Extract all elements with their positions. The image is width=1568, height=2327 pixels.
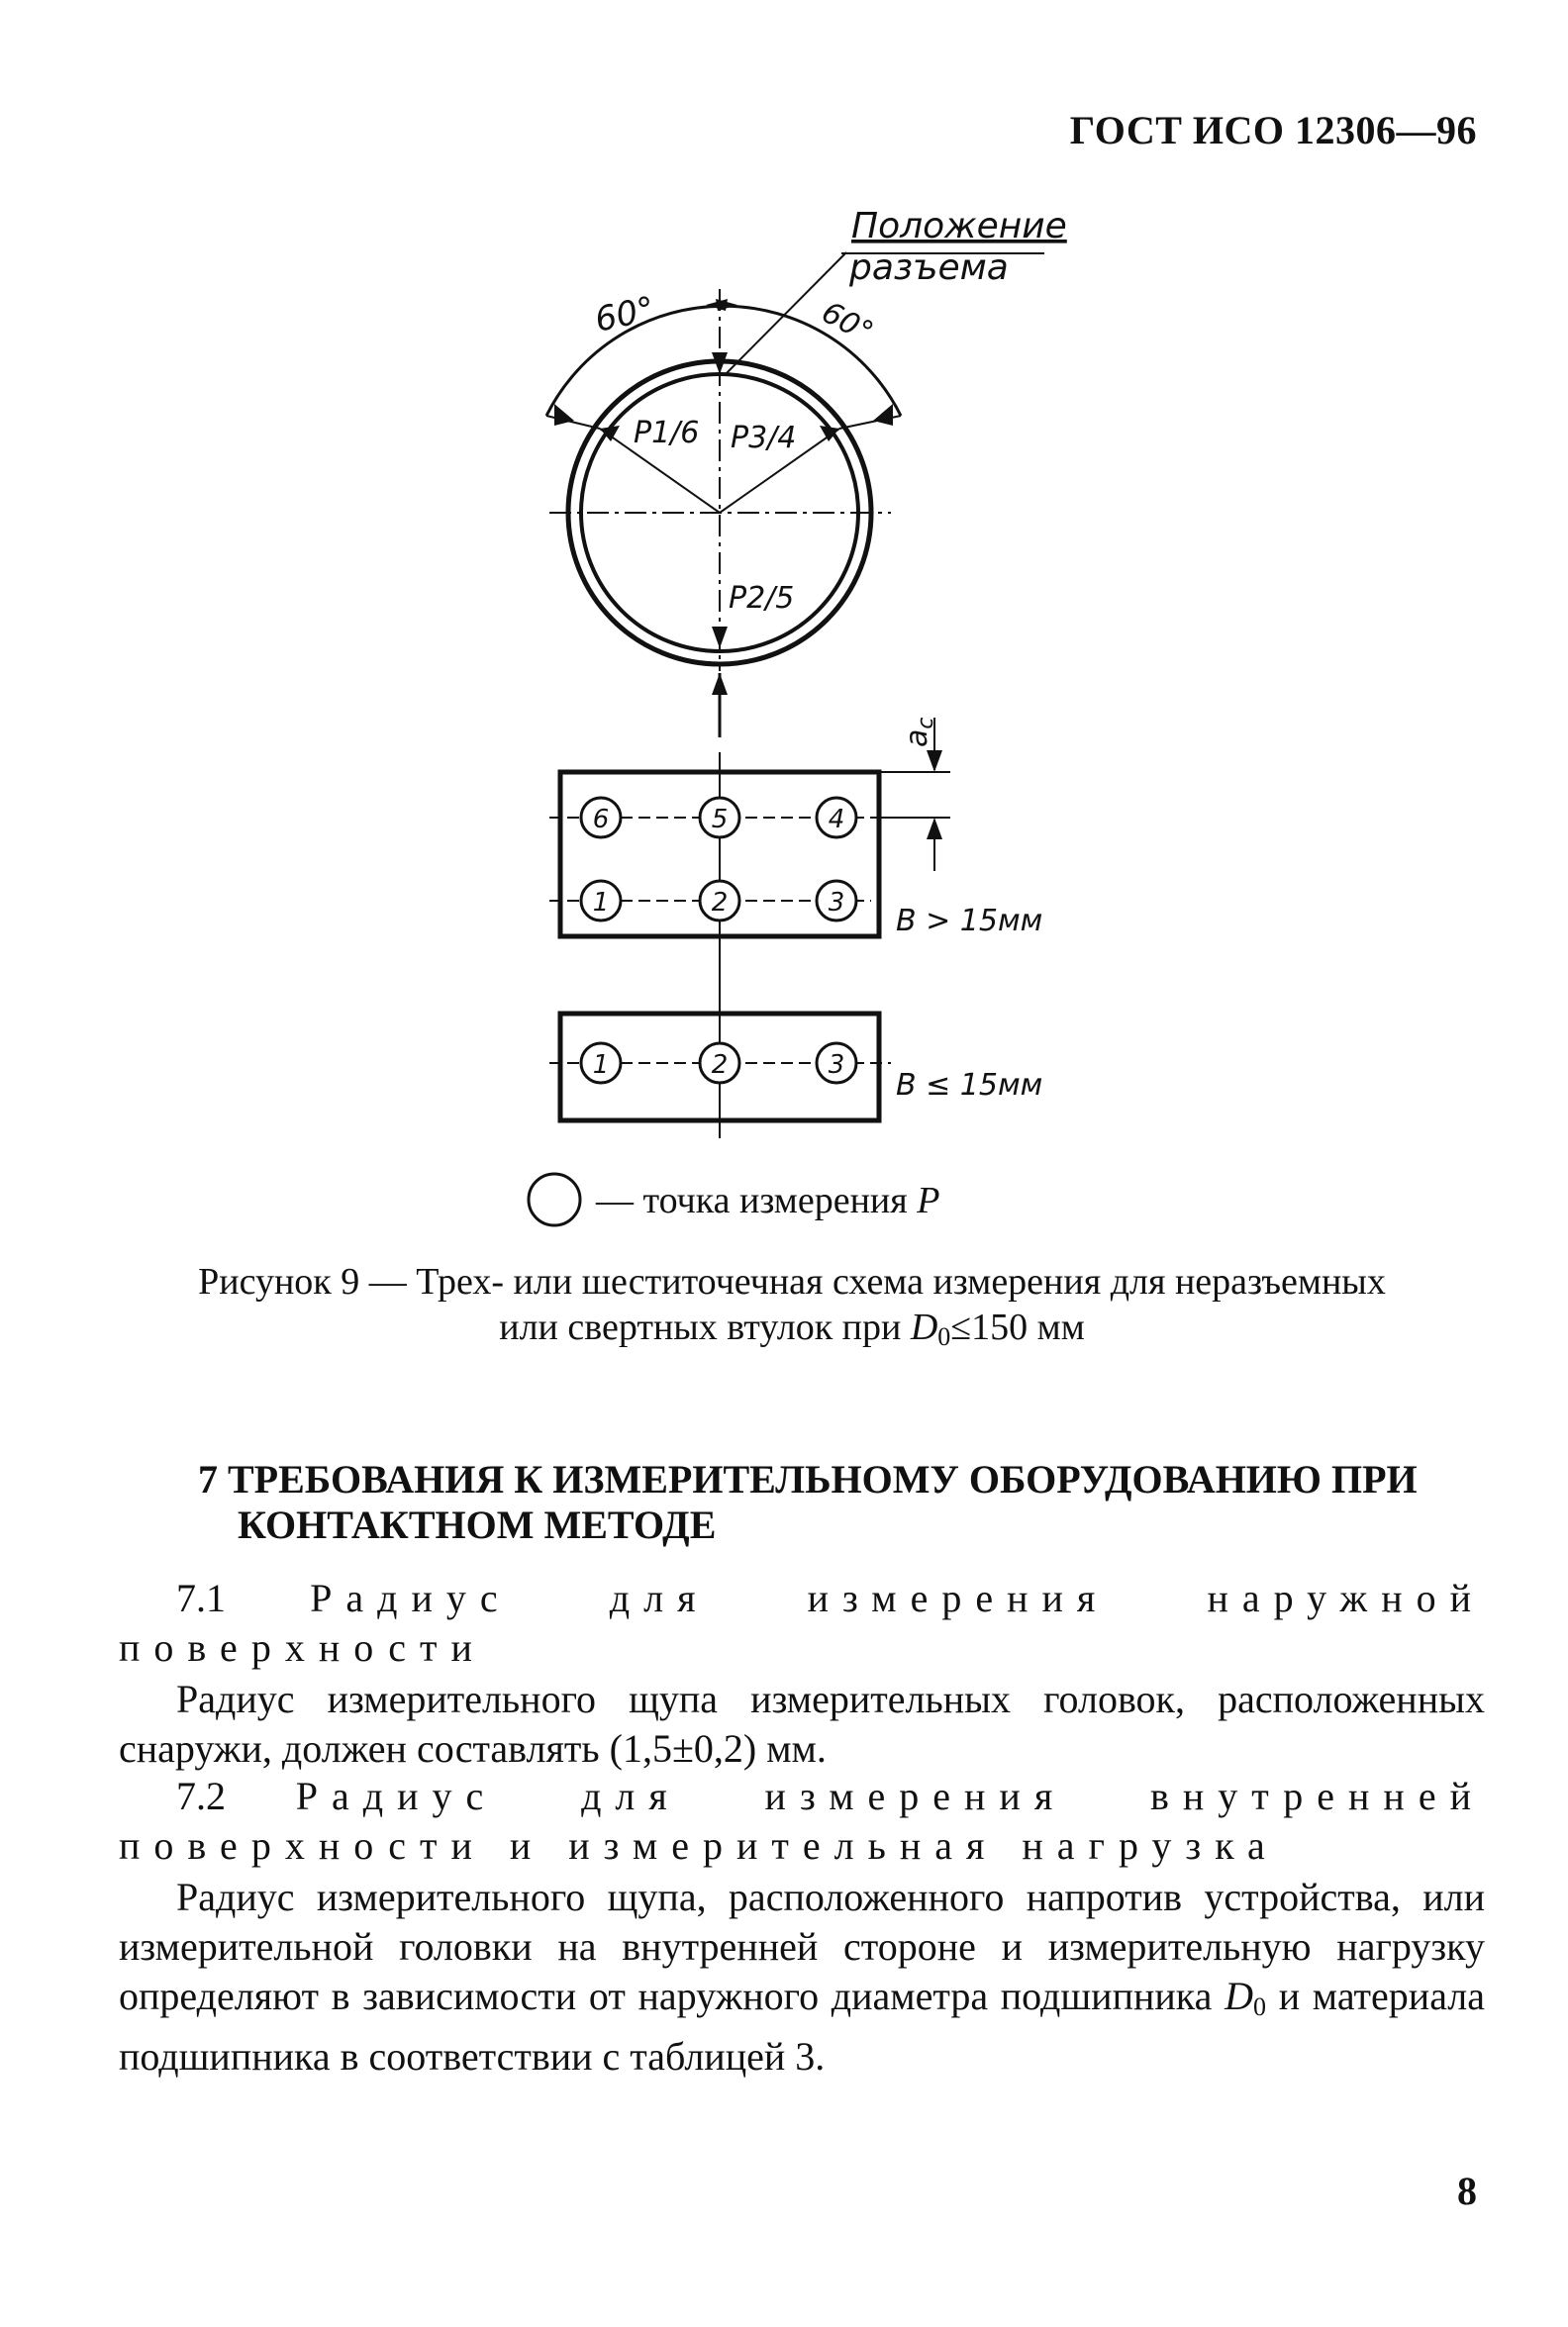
caption-line-2: или свертных втулок при $D_0\le 150$ мм xyxy=(499,1307,1085,1351)
angle-label-right: 60° xyxy=(816,295,879,351)
caption-line-1: Рисунок 9 — Трех- или шеститочечная схема измерения для неразъемных xyxy=(198,1261,1386,1303)
point-number: 2 xyxy=(711,888,729,918)
clause-7-2-heading: 7.2 Радиус для измерения внутренней поверхности и измерительная нагрузка xyxy=(119,1774,1485,1868)
legend-text: — точка измерения P xyxy=(596,1180,940,1221)
point-number: 5 xyxy=(711,805,729,834)
label-b-le-15: B ≤ 15мм xyxy=(896,1068,1043,1103)
page-number: 8 xyxy=(1457,2169,1477,2213)
label-p16: P1/6 xyxy=(634,416,700,450)
clause-7-2-text: Радиус измерительного щупа, расположенного напротив устройства, или измерительной головки на внутренней стороне и измерительную нагрузку определяют в зависимости от наружного диаметра подшипника $D_0$ и материала подшипника в соответствии с таблицей 3. xyxy=(119,1875,1486,2079)
point-number: 1 xyxy=(592,888,610,918)
label-p25: P2/5 xyxy=(729,581,795,616)
point-number: 4 xyxy=(828,805,845,834)
point-number: 6 xyxy=(592,805,610,834)
angle-label-left: 60° xyxy=(591,289,658,340)
clause-7-1-text: Радиус измерительного щупа измерительных головок, расположенных снаружи, должен составлять (1,5±0,2) мм. xyxy=(119,1677,1485,1771)
split-position-label-line1: Положение xyxy=(851,206,1067,246)
figure-caption xyxy=(109,1259,1475,1360)
split-position-label-line2: разъема xyxy=(849,247,1009,288)
label-b-greater-15: B > 15мм xyxy=(896,904,1043,938)
standard-header: ГОСТ ИСО 12306—96 xyxy=(1069,108,1477,152)
legend-circle xyxy=(529,1174,580,1225)
point-number: 2 xyxy=(711,1050,729,1080)
section-7-title: 7 ТРЕБОВАНИЯ К ИЗМЕРИТЕЛЬНОМУ ОБОРУДОВАНИЮ ПРИ КОНТАКТНОМ МЕТОДЕ xyxy=(198,1457,1418,1547)
point-number: 3 xyxy=(828,1050,845,1080)
point-number: 3 xyxy=(828,888,845,918)
clause-7-1-heading: 7.1 Радиус для измерения наружной поверхности xyxy=(119,1576,1485,1670)
point-number: 1 xyxy=(592,1050,610,1080)
label-p34: P3/4 xyxy=(731,421,797,455)
label-ac: $a_c$ xyxy=(900,717,938,747)
